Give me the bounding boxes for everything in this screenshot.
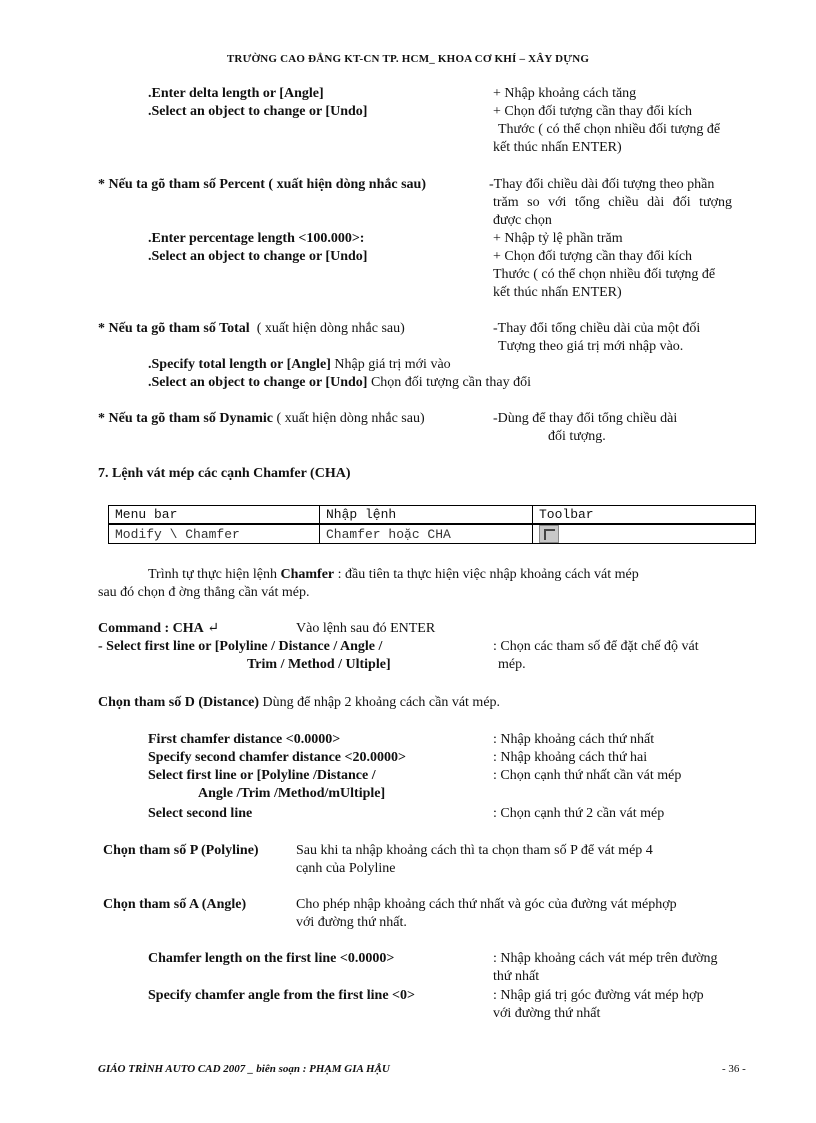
command-table	[108, 505, 756, 544]
distance-title: Chọn tham số D (Distance)	[98, 695, 259, 710]
chamfer-angle-desc-2: với đường thứ nhất	[493, 1006, 601, 1021]
distance-desc: Dùng để nhập 2 khoảng cách cần vát mép.	[262, 695, 501, 710]
total-desc-1: -Thay đổi tổng chiều dài của một đối	[493, 321, 701, 336]
page-header: TRƯỜNG CAO ĐẲNG KT-CN TP. HCM_ KHOA CƠ KHÍ – XÂY DỰNG	[226, 53, 590, 65]
header-toolbar: Toolbar	[533, 506, 756, 525]
percent-heading: * Nếu ta gõ tham số Percent ( xuất hiện dòng nhắc sau)	[98, 177, 426, 192]
percent-select-prompt: .Select an object to change or [Undo]	[148, 249, 368, 264]
percent-desc-2: trăm so với tổng chiều dài đối tượng	[493, 195, 732, 210]
percent-select-desc-3: kết thúc nhấn ENTER)	[493, 285, 622, 300]
intro-line-1	[148, 566, 639, 584]
command-line	[98, 620, 219, 638]
angle-title: Chọn tham số A (Angle)	[103, 897, 247, 912]
intro-line-2: sau đó chọn đ ờng thẳng cần vát mép.	[98, 585, 310, 600]
section-title: 7. Lệnh vát mép các cạnh Chamfer (CHA)	[98, 466, 351, 481]
polyline-desc-2: cạnh của Polyline	[296, 861, 396, 876]
total-heading	[98, 320, 405, 338]
chamfer-icon	[539, 525, 559, 543]
select-first-line-2: Angle /Trim /Method/mUltiple]	[198, 786, 386, 801]
percent-select-desc-2: Thước ( có thể chọn nhiều đối tượng để	[493, 267, 716, 282]
first-line-desc-2: mép.	[498, 657, 526, 672]
second-distance-desc: : Nhập khoảng cách thứ hai	[493, 750, 648, 765]
cell-menu-path: Modify \ Chamfer	[109, 524, 320, 544]
dynamic-heading-bold: * Nếu ta gõ tham số Dynamic	[98, 411, 273, 426]
total-select-desc: Chọn đối tượng cần thay đổi	[370, 375, 531, 390]
percent-desc-3: được chọn	[493, 213, 552, 228]
select-prompt: .Select an object to change or [Undo]	[148, 104, 368, 119]
total-heading-rest: ( xuất hiện dòng nhắc sau)	[256, 321, 405, 336]
total-prompt: .Specify total length or [Angle]	[148, 357, 331, 372]
table-row	[109, 524, 756, 544]
total-prompt-desc: Nhập giá trị mới vào	[334, 357, 451, 372]
footer-book-title: GIÁO TRÌNH AUTO CAD 2007 _ biên soạn : PHẠM GIA HẬU	[98, 1063, 390, 1075]
polyline-desc-1: Sau khi ta nhập khoảng cách thì ta chọn tham số P để vát mép 4	[296, 843, 653, 858]
chamfer-angle-prompt: Specify chamfer angle from the first line <0>	[148, 988, 415, 1003]
first-line-prompt-2: Trim / Method / Ultiple]	[247, 657, 391, 672]
angle-desc-1: Cho phép nhập khoảng cách thứ nhất và góc của đường vát méphợp	[296, 897, 677, 912]
chamfer-length-prompt: Chamfer length on the first line <0.0000>	[148, 951, 395, 966]
total-desc-2: Tượng theo giá trị mới nhập vào.	[498, 339, 684, 354]
cell-toolbar	[533, 524, 756, 544]
table-header-row	[109, 506, 756, 525]
chamfer-length-desc-1: : Nhập khoảng cách vát mép trên đường	[493, 951, 718, 966]
percent-desc-1: -Thay đổi chiều dài đối tượng theo phần	[489, 177, 715, 192]
angle-desc-2: với đường thứ nhất.	[296, 915, 407, 930]
select-first-line-desc: : Chọn cạnh thứ nhất cần vát mép	[493, 768, 682, 783]
distance-line	[98, 694, 500, 712]
percent-select-desc-1: + Chọn đối tượng cần thay đổi kích	[493, 249, 693, 264]
select-second-line-desc: : Chọn cạnh thứ 2 cần vát mép	[493, 806, 665, 821]
select-second-line: Select second line	[148, 806, 253, 821]
total-heading-bold: * Nếu ta gõ tham số Total	[98, 321, 250, 336]
page-number: - 36 -	[722, 1063, 746, 1075]
chamfer-length-desc-2: thứ nhất	[493, 969, 540, 984]
percent-prompt: .Enter percentage length <100.000>:	[148, 231, 365, 246]
chamfer-angle-desc-1: : Nhập giá trị góc đường vát mép hợp	[493, 988, 704, 1003]
header-menu-bar: Menu bar	[109, 506, 320, 525]
delta-desc: + Nhập khoảng cách tăng	[493, 86, 637, 101]
select-desc-3: kết thúc nhấn ENTER)	[493, 140, 622, 155]
intro-bold: Chamfer	[280, 567, 335, 582]
first-line-desc-1: : Chọn các tham số để đặt chế độ vát	[493, 639, 699, 654]
polyline-title: Chọn tham số P (Polyline)	[103, 843, 259, 858]
intro-pre: Trình tự thực hiện lệnh	[148, 567, 281, 582]
select-first-line-1: Select first line or [Polyline /Distance /	[148, 768, 376, 783]
select-desc-1: + Chọn đối tượng cần thay đổi kích	[493, 104, 693, 119]
header-command: Nhập lệnh	[320, 506, 533, 525]
first-distance-desc: : Nhập khoảng cách thứ nhất	[493, 732, 655, 747]
intro-post: : đầu tiên ta thực hiện việc nhập khoảng cách vát mép	[334, 567, 639, 582]
dynamic-desc-2: đối tượng.	[548, 429, 606, 444]
dynamic-heading-rest: ( xuất hiện dòng nhắc sau)	[276, 411, 425, 426]
second-distance-prompt: Specify second chamfer distance <20.0000>	[148, 750, 406, 765]
first-line-prompt-1: - Select first line or [Polyline / Distance / Angle /	[98, 639, 383, 654]
command-label: Command : CHA	[98, 621, 204, 636]
total-select-line	[148, 374, 531, 392]
total-select-prompt: .Select an object to change or [Undo]	[148, 375, 368, 390]
cell-command: Chamfer hoặc CHA	[320, 524, 533, 544]
dynamic-desc-1: -Dùng để thay đổi tổng chiều dài	[493, 411, 678, 426]
first-distance-prompt: First chamfer distance <0.0000>	[148, 732, 341, 747]
percent-prompt-desc: + Nhập tỷ lệ phần trăm	[493, 231, 623, 246]
total-prompt-line	[148, 356, 451, 374]
dynamic-heading	[98, 410, 425, 428]
delta-prompt: .Enter delta length or [Angle]	[148, 86, 324, 101]
select-desc-2: Thước ( có thể chọn nhiều đối tượng để	[498, 122, 721, 137]
enter-symbol: ↵	[207, 621, 220, 636]
command-desc: Vào lệnh sau đó ENTER	[296, 621, 436, 636]
